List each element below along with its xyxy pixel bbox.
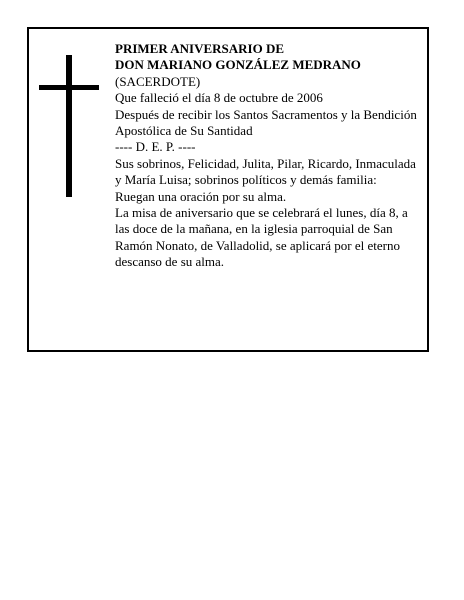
- latin-cross-icon: [39, 55, 99, 197]
- cross-vertical-bar: [66, 55, 72, 197]
- notice-mass: La misa de aniversario que se celebrará el lunes, día 8, a las doce de la mañana, en la iglesia parroquial de San Ramón Nonato, de Valladolid, se aplicará por el eterno descanso de su alma.: [115, 205, 408, 270]
- obituary-notice: [27, 27, 429, 352]
- notice-role: (SACERDOTE): [115, 73, 201, 89]
- notice-sacraments: Después de recibir los Santos Sacramentos y la Bendición Apostólica de Su Santidad: [115, 106, 417, 139]
- notice-body: [115, 41, 421, 271]
- notice-family: Sus sobrinos, Felicidad, Julita, Pilar, Ricardo, Inmaculada y María Luisa; sobrinos políticos y demás familia:: [115, 155, 416, 188]
- notice-prayer: Ruegan una oración por su alma.: [115, 188, 287, 204]
- notice-title-line-2: DON MARIANO GONZÁLEZ MEDRANO: [115, 57, 361, 73]
- notice-title-line-1: PRIMER ANIVERSARIO DE: [115, 41, 285, 56]
- notice-rip: ---- D. E. P. ----: [115, 139, 196, 155]
- cross-horizontal-bar: [39, 85, 99, 90]
- notice-death-date: Que falleció el día 8 de octubre de 2006: [115, 90, 323, 106]
